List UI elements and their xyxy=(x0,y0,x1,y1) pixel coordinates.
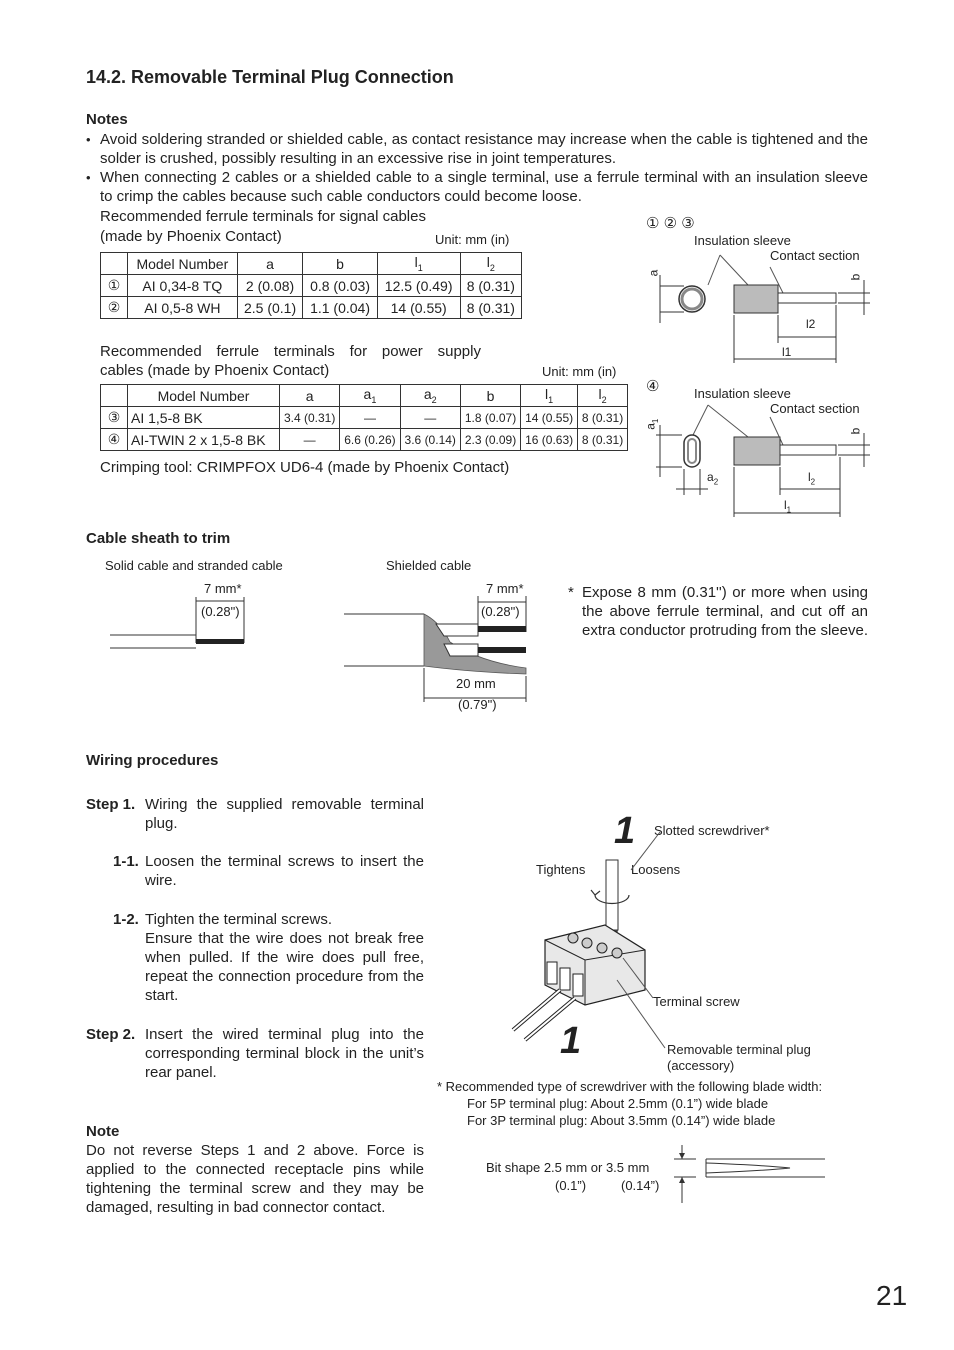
header-cell: Model Number xyxy=(128,385,280,407)
dim-a: a xyxy=(646,269,661,277)
shielded-cable-diagram xyxy=(340,592,535,704)
header-cell xyxy=(101,385,128,407)
power-ferrule-table xyxy=(100,384,628,451)
dim-b: b xyxy=(848,273,863,281)
step1-text: Wiring the supplied removable terminal plug. xyxy=(145,796,424,832)
header-cell: $a_2$ xyxy=(400,385,460,407)
terminal-plug-diagram xyxy=(505,840,685,1060)
ferrule-diagram-top xyxy=(648,255,878,370)
note-item: • Avoid soldering stranded or shielded cable, as contact resistance may increase when the cable is tightened and the solder is crushed, possibly resulting in an excessive rise in joint temperatures. xyxy=(86,130,868,168)
table-cell: 2.3 (0.09) xyxy=(460,429,520,451)
page-number: 21 xyxy=(876,1280,908,1311)
signal-caption-2: (made by Phoenix Contact) xyxy=(100,228,282,245)
dim-l1-4: $l_1$ xyxy=(784,498,792,515)
table-cell: 1.8 (0.07) xyxy=(460,407,520,429)
step12-text-a: Tighten the terminal screws. xyxy=(145,911,333,928)
wiring-note-heading: Note xyxy=(86,1123,120,1140)
header-cell: $a_1$ xyxy=(340,385,400,407)
header-cell xyxy=(101,253,128,275)
dim-l1: l1 xyxy=(782,345,792,359)
table-cell: 6.6 (0.26) xyxy=(340,429,400,451)
header-cell: Model Number xyxy=(128,253,238,275)
dim-b-4: b xyxy=(848,427,863,435)
step-number-top: 1 xyxy=(614,810,636,852)
header-cell: a xyxy=(237,253,303,275)
table-cell: ② xyxy=(101,297,128,319)
wiring-heading: Wiring procedures xyxy=(86,752,219,769)
table-cell: 2 (0.08) xyxy=(237,275,303,297)
table-row xyxy=(101,407,628,429)
table-cell: 14 (0.55) xyxy=(521,407,578,429)
signal-unit: Unit: mm (in) xyxy=(435,232,510,247)
step2-label: Step 2. xyxy=(86,1026,136,1043)
table-cell: 8 (0.31) xyxy=(460,297,521,319)
dim-a2: $a_2$ xyxy=(707,470,719,487)
notes-heading: Notes xyxy=(86,111,128,128)
table-cell: 3.4 (0.31) xyxy=(280,407,340,429)
step11-text: Loosen the terminal screws to insert the wire. xyxy=(145,853,424,889)
table-cell: 3.6 (0.14) xyxy=(400,429,460,451)
wiring-note-text: Do not reverse Steps 1 and 2 above. Force is applied to the connected receptacle pins while tightening the terminal screw and they may be damaged, resulting in bad connector contact. xyxy=(86,1142,424,1216)
header-cell: a xyxy=(280,385,340,407)
table-row xyxy=(101,429,628,451)
insulation-sleeve-label: Insulation sleeve xyxy=(694,233,791,248)
solid-dim: 7 mm* xyxy=(204,581,242,596)
signal-ferrule-table xyxy=(100,252,522,319)
solid-dim-in: (0.28") xyxy=(201,604,240,619)
header-cell: b xyxy=(460,385,520,407)
table-row xyxy=(101,297,522,319)
screwdriver-note-3: For 3P terminal plug: About 3.5mm (0.14”) wide blade xyxy=(467,1113,776,1128)
slotted-screwdriver-label: Slotted screwdriver* xyxy=(654,823,770,838)
diagram-top-marks: ① ② ③ xyxy=(646,215,695,232)
section-title: 14.2. Removable Terminal Plug Connection xyxy=(86,67,454,87)
crimping-tool: Crimping tool: CRIMPFOX UD6-4 (made by Phoenix Contact) xyxy=(100,459,510,476)
footnote-mark: * xyxy=(568,584,574,601)
cable-sheath-heading: Cable sheath to trim xyxy=(86,530,231,547)
bit-shape-label: Bit shape 2.5 mm or 3.5 mm xyxy=(486,1160,650,1175)
table-cell: ③ xyxy=(101,407,128,429)
step12-text-b: Ensure that the wire does not break free when pulled. If the wire does pull free, repeat the connection procedure from the start. xyxy=(145,930,424,1004)
screwdriver-note-1: * Recommended type of screwdriver with the following blade width: xyxy=(437,1079,823,1094)
power-caption-1: Recommended ferrule terminals for power supply xyxy=(100,343,481,360)
table-cell: 2.5 (0.1) xyxy=(237,297,303,319)
header-cell: b xyxy=(303,253,377,275)
table-cell: 8 (0.31) xyxy=(460,275,521,297)
step2-text: Insert the wired terminal plug into the corresponding terminal block in the unit’s rear panel. xyxy=(145,1026,424,1081)
plug-label-1: Removable terminal plug xyxy=(667,1042,811,1057)
bit-in-2: (0.14”) xyxy=(621,1178,660,1193)
table-cell: — xyxy=(340,407,400,429)
dim-l2: l2 xyxy=(806,317,816,331)
shielded-dim: 7 mm* xyxy=(486,581,524,596)
table-cell: 8 (0.31) xyxy=(578,429,628,451)
insulation-sleeve-label-4: Insulation sleeve xyxy=(694,386,791,401)
table-cell: AI-TWIN 2 x 1,5-8 BK xyxy=(128,429,280,451)
ferrule-diagram-bottom xyxy=(648,405,878,520)
table-cell: — xyxy=(400,407,460,429)
contact-section-label-4: Contact section xyxy=(770,401,860,416)
contact-section-label: Contact section xyxy=(770,248,860,263)
bit-shape-diagram xyxy=(670,1145,830,1205)
header-cell: $l_1$ xyxy=(521,385,578,407)
step11-label: 1-1. xyxy=(113,853,139,870)
power-unit: Unit: mm (in) xyxy=(542,364,617,379)
power-caption-2: cables (made by Phoenix Contact) xyxy=(100,362,330,379)
diagram-bottom-mark: ④ xyxy=(646,378,660,395)
table-header-row xyxy=(101,253,522,275)
plug-label-2: (accessory) xyxy=(667,1058,735,1073)
solid-cable-label: Solid cable and stranded cable xyxy=(105,558,283,573)
table-cell: 14 (0.55) xyxy=(377,297,460,319)
table-cell: 1.1 (0.04) xyxy=(303,297,377,319)
loosens-label: Loosens xyxy=(631,862,681,877)
step12-label: 1-2. xyxy=(113,911,139,928)
table-row xyxy=(101,275,522,297)
shielded-dim-in: (0.28") xyxy=(481,604,520,619)
header-cell: $l_2$ xyxy=(578,385,628,407)
step-number-bottom: 1 xyxy=(560,1020,582,1062)
table-cell: 0.8 (0.03) xyxy=(303,275,377,297)
screwdriver-note-2: For 5P terminal plug: About 2.5mm (0.1”) wide blade xyxy=(467,1096,769,1111)
table-cell: 16 (0.63) xyxy=(521,429,578,451)
shielded-cable-label: Shielded cable xyxy=(386,558,472,573)
dim-l2-4: $l_2$ xyxy=(808,470,816,487)
notes-list xyxy=(86,130,868,206)
table-cell: — xyxy=(280,429,340,451)
header-cell: $l_2$ xyxy=(460,253,521,275)
sheath-footnote: Expose 8 mm (0.31'') or more when using the above ferrule terminal, and cut off an extra conductor protruding from the sleeve. xyxy=(582,584,868,639)
table-cell: 12.5 (0.49) xyxy=(377,275,460,297)
dim-a1: $a_1$ xyxy=(643,418,660,430)
table-cell: ① xyxy=(101,275,128,297)
shield-len: 20 mm xyxy=(456,676,496,691)
table-cell: AI 1,5-8 BK xyxy=(128,407,280,429)
signal-caption-1: Recommended ferrule terminals for signal cables xyxy=(100,208,426,225)
table-cell: 8 (0.31) xyxy=(578,407,628,429)
table-cell: ④ xyxy=(101,429,128,451)
note-item: • When connecting 2 cables or a shielded cable to a single terminal, use a ferrule terminal with an insulation sleeve to crimp the cables because such cable conductors could become loose. xyxy=(86,168,868,206)
step1-label: Step 1. xyxy=(86,796,136,813)
terminal-screw-label: Terminal screw xyxy=(653,994,740,1009)
header-cell: $l_1$ xyxy=(377,253,460,275)
solid-cable-diagram xyxy=(108,595,248,655)
table-header-row xyxy=(101,385,628,407)
tightens-label: Tightens xyxy=(536,862,586,877)
bit-in-1: (0.1”) xyxy=(555,1178,587,1193)
shield-len-in: (0.79") xyxy=(458,697,497,712)
table-cell: AI 0,34-8 TQ xyxy=(128,275,238,297)
table-cell: AI 0,5-8 WH xyxy=(128,297,238,319)
